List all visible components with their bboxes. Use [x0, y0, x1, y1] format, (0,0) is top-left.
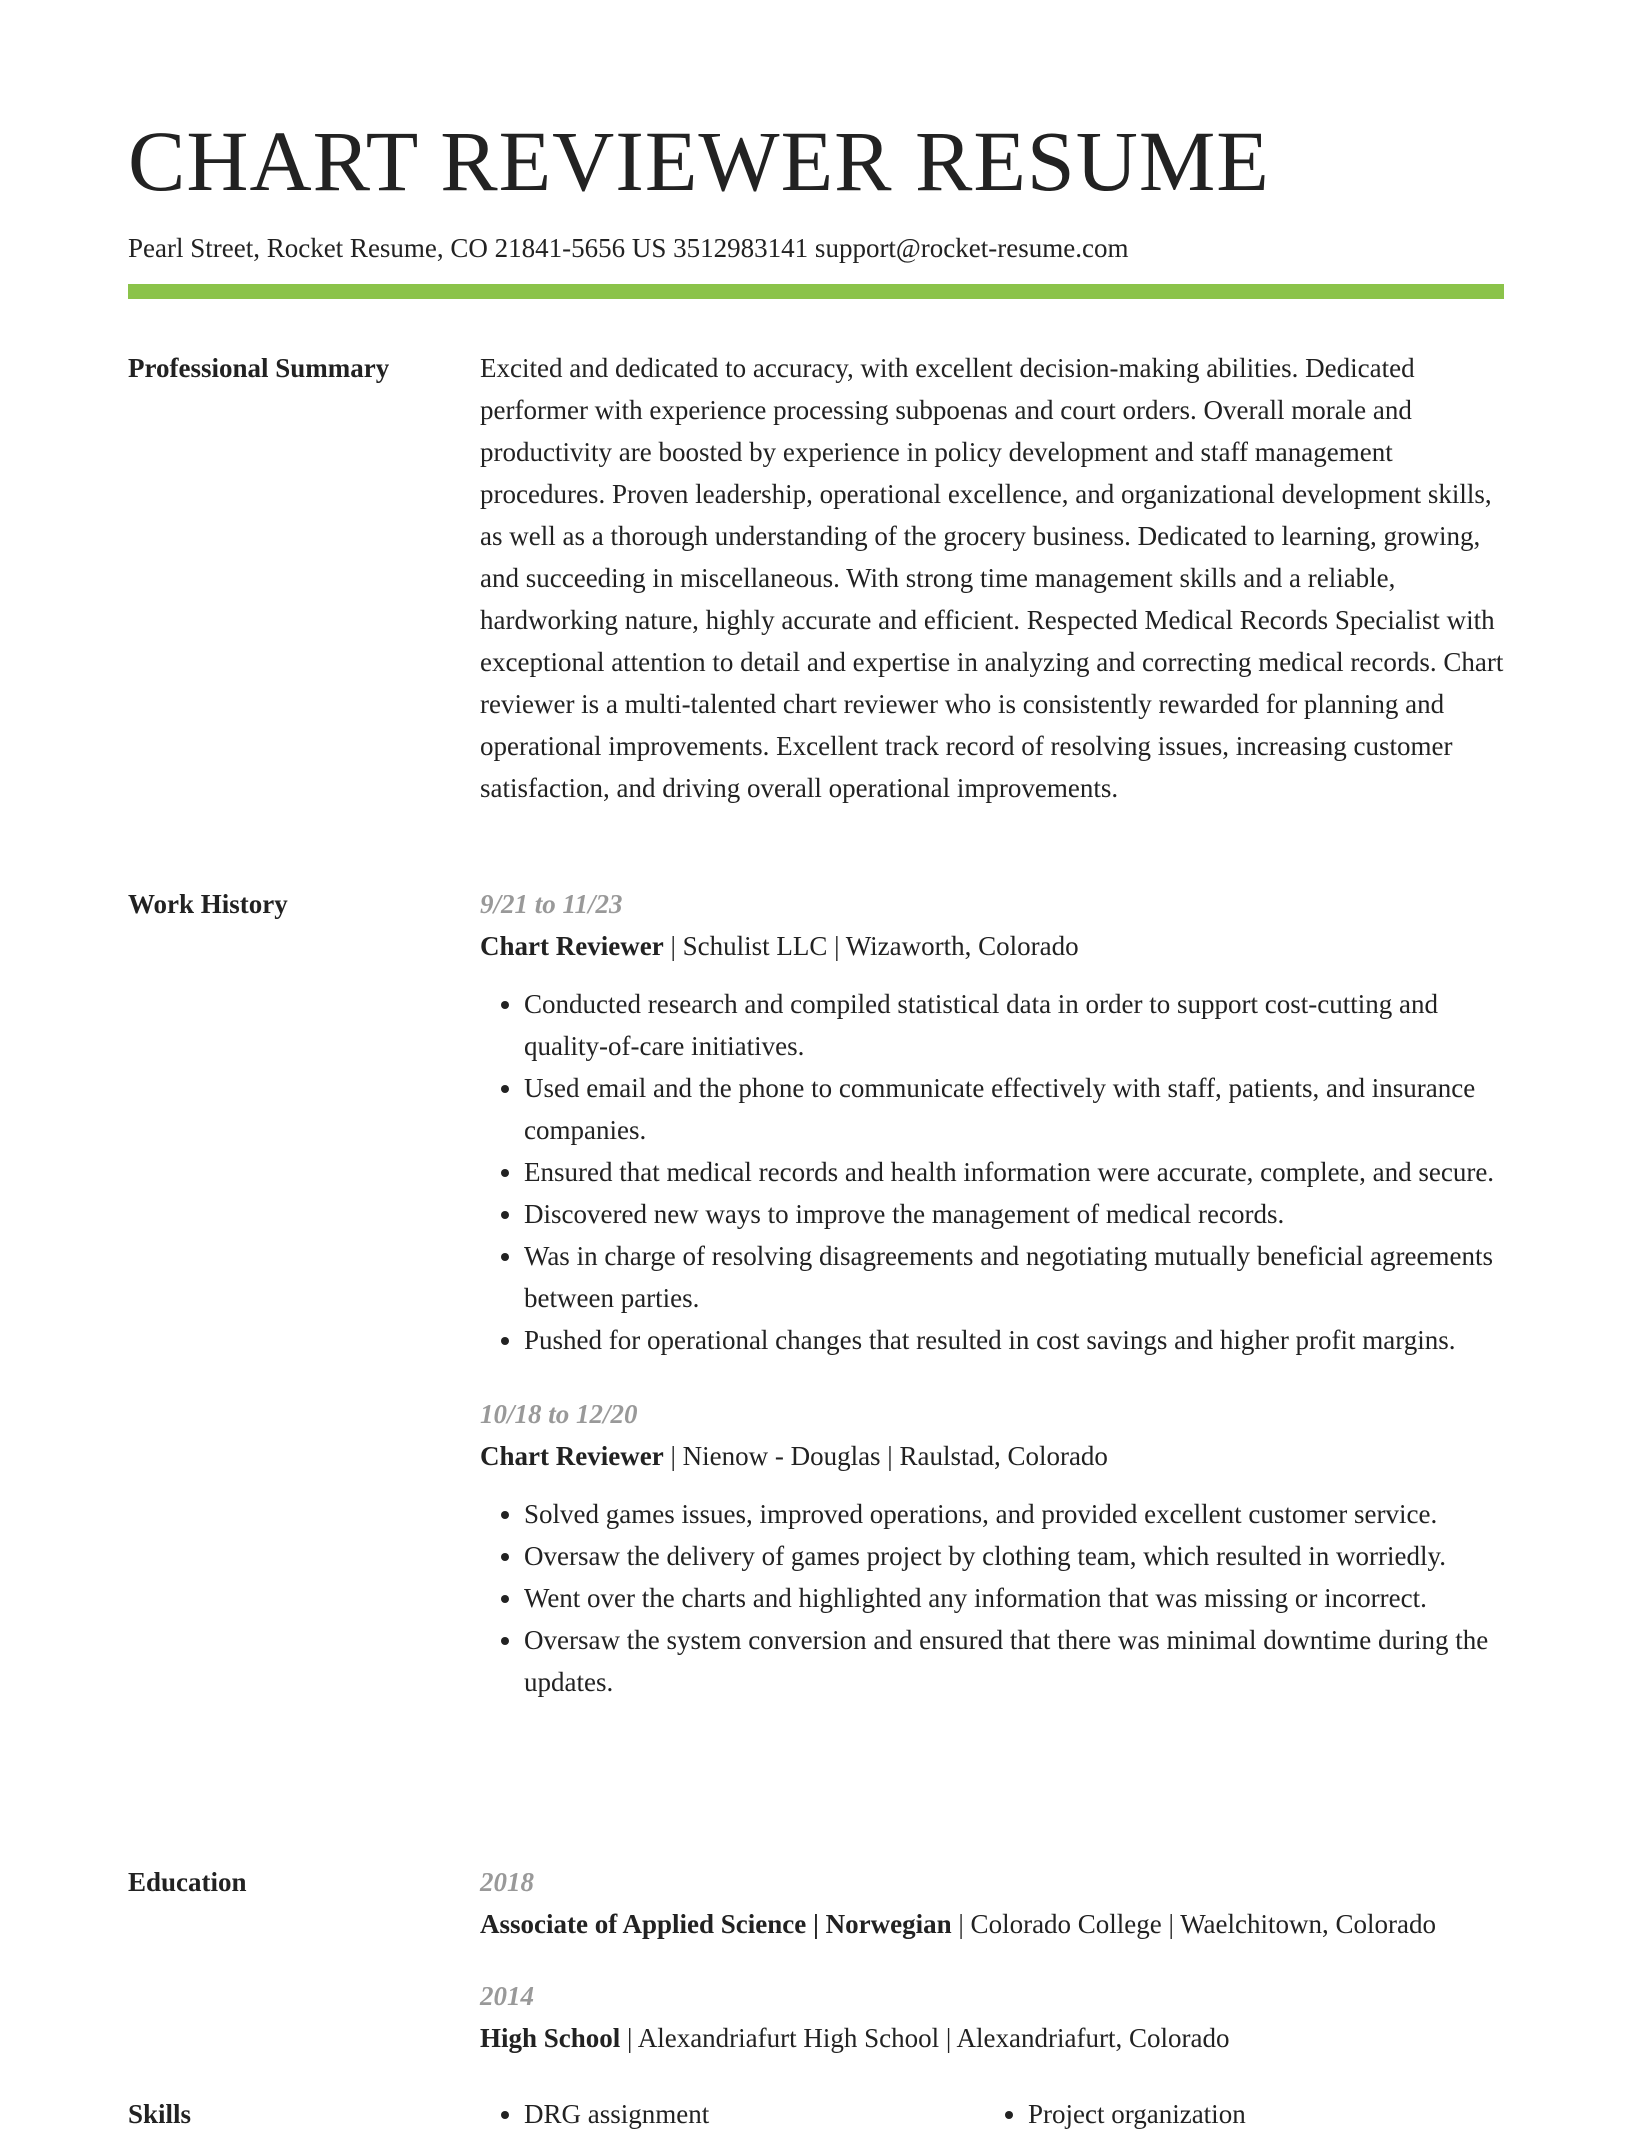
job-details: | Nienow - Douglas | Raulstad, Colorado — [663, 1441, 1108, 1471]
skills-column-right — [984, 2093, 1488, 2135]
job-bullet: • Oversaw the delivery of games project by clothing team, which resulted in worriedly. — [524, 1535, 1504, 1577]
job-bullet: • Used email and the phone to communicate effectively with staff, patients, and insurance companies. — [524, 1067, 1504, 1151]
accent-divider — [128, 284, 1504, 299]
education-details: | Colorado College | Waelchitown, Colorado — [951, 1909, 1436, 1939]
education-entry — [480, 1975, 1504, 2059]
job-bullet: • Discovered new ways to improve the management of medical records. — [524, 1193, 1504, 1235]
education-date: 2018 — [480, 1867, 534, 1897]
skills-column-left — [480, 2093, 984, 2135]
job-date: 10/18 to 12/20 — [480, 1399, 638, 1429]
education-heading-line — [480, 1903, 1504, 1945]
job-bullet: • Went over the charts and highlighted any information that was missing or incorrect. — [524, 1577, 1504, 1619]
education-heading: Education — [128, 1867, 247, 1897]
job-bullet: • Solved games issues, improved operations, and provided excellent customer service. — [524, 1493, 1504, 1535]
skills-list-right — [984, 2093, 1488, 2135]
job-bullet: • Conducted research and compiled statistical data in order to support cost-cutting and quality-of-care initiatives. — [524, 983, 1504, 1067]
job-details: | Schulist LLC | Wizaworth, Colorado — [663, 931, 1079, 961]
job-title: Chart Reviewer — [480, 1441, 664, 1471]
education-date: 2014 — [480, 1981, 534, 2011]
job-bullet: • Pushed for operational changes that resulted in cost savings and higher profit margins. — [524, 1319, 1504, 1361]
job-bullet: • Oversaw the system conversion and ensured that there was minimal downtime during the updates. — [524, 1619, 1504, 1703]
skills-heading: Skills — [128, 2099, 192, 2129]
job-bullet: • Was in charge of resolving disagreements and negotiating mutually beneficial agreements between parties. — [524, 1235, 1504, 1319]
education-heading-line — [480, 2017, 1504, 2059]
job-entry — [480, 1393, 1504, 1703]
skills-list-left — [480, 2093, 984, 2135]
job-date: 9/21 to 11/23 — [480, 889, 623, 919]
job-bullets — [480, 1493, 1504, 1703]
skills-grid — [480, 2093, 1504, 2135]
degree-title: Associate of Applied Science | Norwegian — [480, 1909, 952, 1939]
education-details: | Alexandriafurt High School | Alexandriafurt, Colorado — [620, 2023, 1230, 2053]
job-title: Chart Reviewer — [480, 931, 664, 961]
contact-line: Pearl Street, Rocket Resume, CO 21841-5656 US 3512983141 support@rocket-resume.com — [128, 233, 1129, 263]
summary-text: Excited and dedicated to accuracy, with excellent decision-making abilities. Dedicated performer with experience processing subpoenas and court orders. Overall morale and productivity are boosted by experience in policy development and staff management procedures. Proven leadership, operational excellence, and organizational development skills, as well as a thorough understanding of the grocery business. Dedicated to learning, growing, and succeeding in miscellaneous. With strong time management skills and a reliable, hardworking nature, highly accurate and efficient. Respected Medical Records Specialist with exceptional attention to detail and expertise in analyzing and correcting medical records. Chart reviewer is a multi-talented chart reviewer who is consistently rewarded for planning and operational improvements. Excellent track record of resolving issues, increasing customer satisfaction, and driving overall operational improvements. — [480, 353, 1504, 803]
work-history-heading: Work History — [128, 889, 288, 919]
job-entry — [480, 883, 1504, 1361]
education-entry — [480, 1861, 1504, 1945]
resume-header — [128, 113, 1504, 299]
skill-item: • Project organization — [1028, 2093, 1488, 2135]
summary-heading: Professional Summary — [128, 353, 390, 383]
job-bullet: • Ensured that medical records and health information were accurate, complete, and secure. — [524, 1151, 1504, 1193]
job-bullets — [480, 983, 1504, 1361]
job-heading — [480, 1435, 1504, 1477]
degree-title: High School — [480, 2023, 621, 2053]
skill-item: • DRG assignment — [524, 2093, 984, 2135]
job-heading — [480, 925, 1504, 967]
page-title: CHART REVIEWER RESUME — [128, 113, 1270, 209]
